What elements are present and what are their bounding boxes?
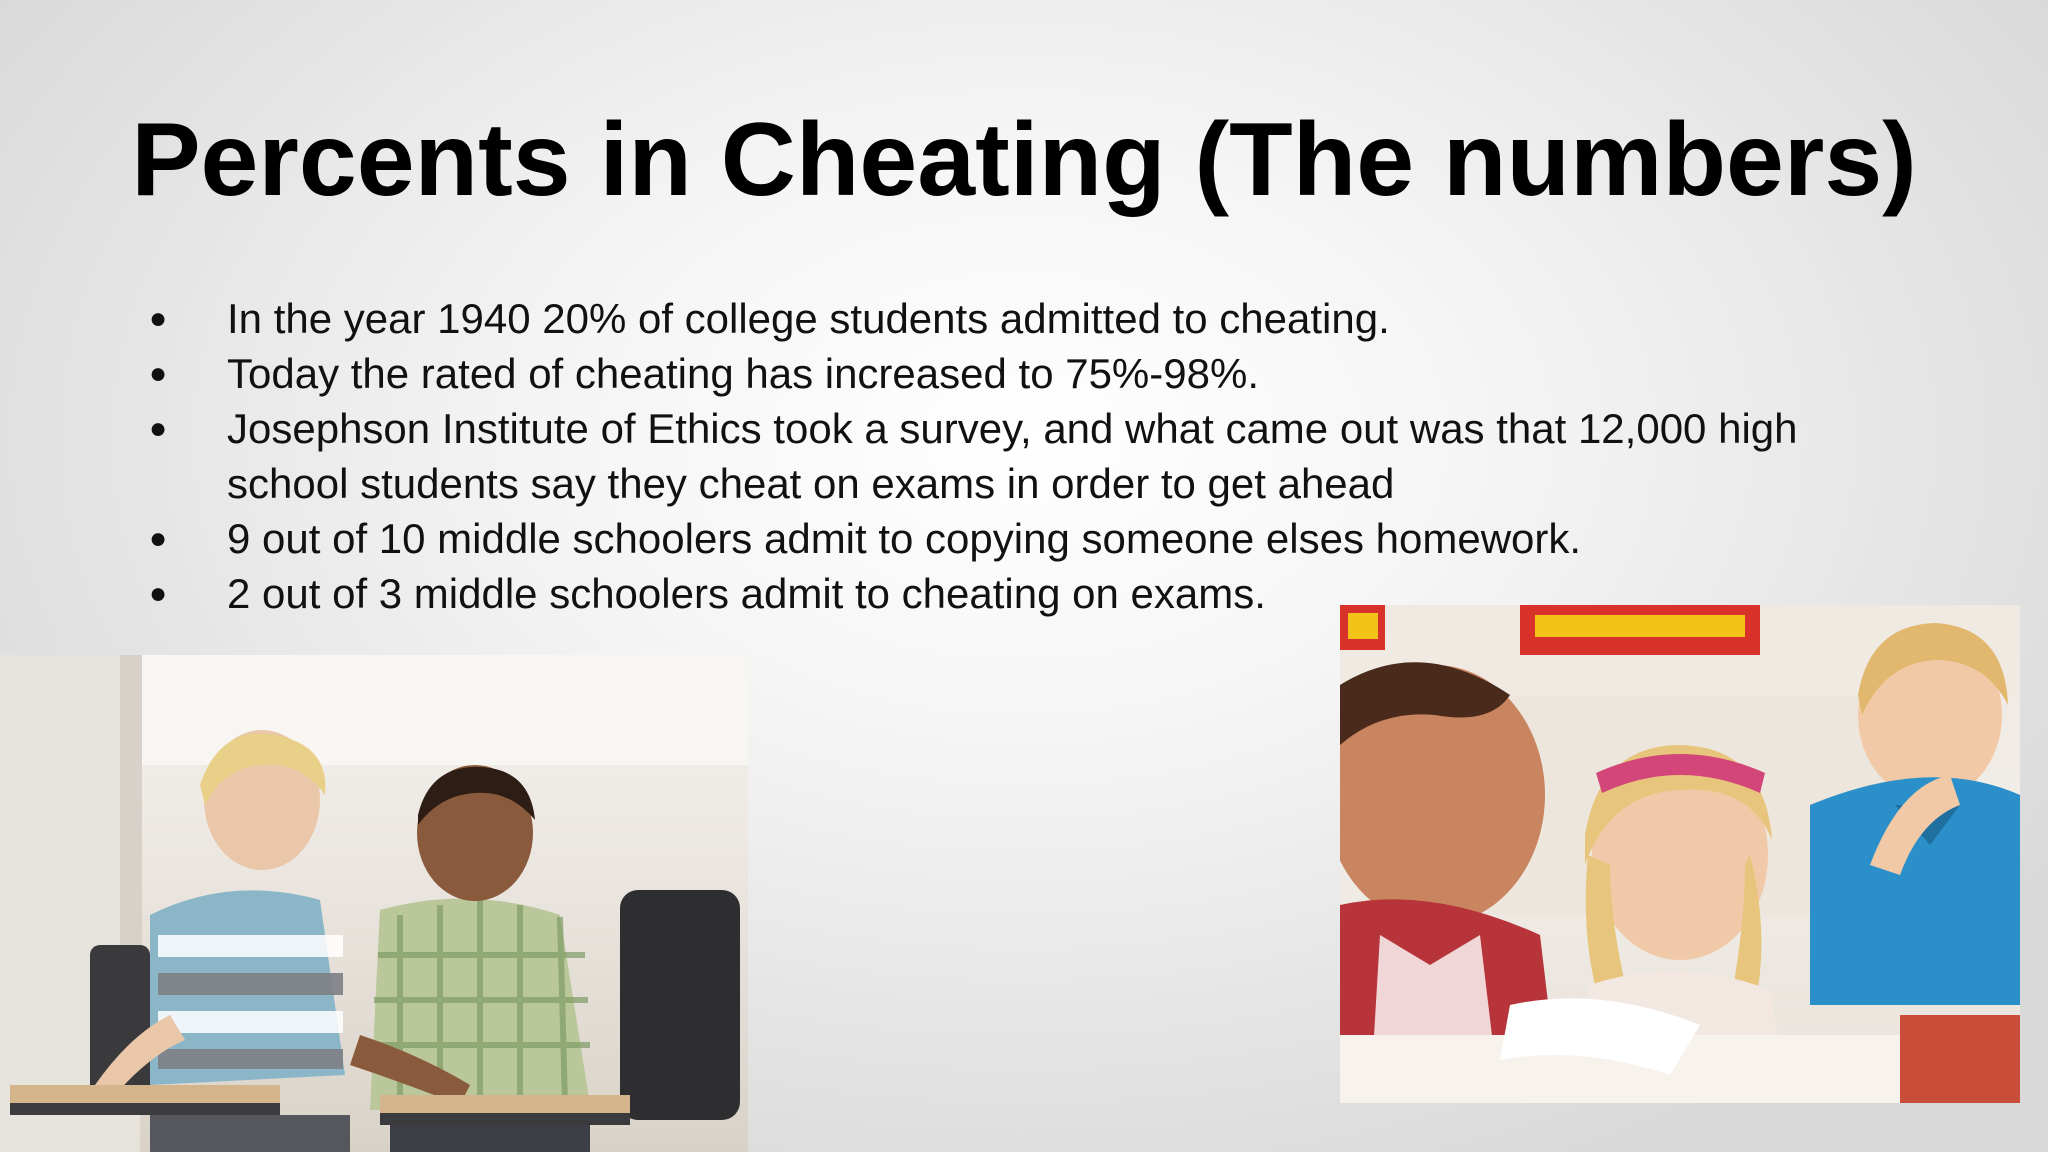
bullet-text: Today the rated of cheating has increased to 75%-98%.: [227, 350, 1259, 397]
bullet-dot-icon: ●: [149, 577, 168, 610]
bullet-dot-icon: ●: [149, 302, 168, 335]
bullet-text: 9 out of 10 middle schoolers admit to copying someone elses homework.: [227, 515, 1582, 562]
bullet-text: 2 out of 3 middle schoolers admit to cheating on exams.: [227, 570, 1266, 617]
bullet-item: [145, 346, 1865, 401]
photo-classroom-kids-illustration: [1340, 605, 2020, 1103]
slide-title: Percents in Cheating (The numbers): [131, 102, 1917, 218]
photo-classroom-kids: [1340, 605, 2020, 1103]
bullet-item: [145, 401, 1865, 511]
bullet-text: Josephson Institute of Ethics took a survey, and what came out was that 12,000 high school students say they cheat on exams in order to get ahead: [227, 405, 1798, 507]
photo-boys-copying: [0, 655, 748, 1152]
bullet-dot-icon: ●: [149, 412, 168, 445]
photo-boys-copying-illustration: [0, 655, 748, 1152]
bullet-dot-icon: ●: [149, 357, 168, 390]
bullet-item: [145, 291, 1865, 346]
bullet-list: [145, 291, 1865, 621]
bullet-item: [145, 511, 1865, 566]
bullet-dot-icon: ●: [149, 522, 168, 555]
bullet-text: In the year 1940 20% of college students admitted to cheating.: [227, 295, 1390, 342]
